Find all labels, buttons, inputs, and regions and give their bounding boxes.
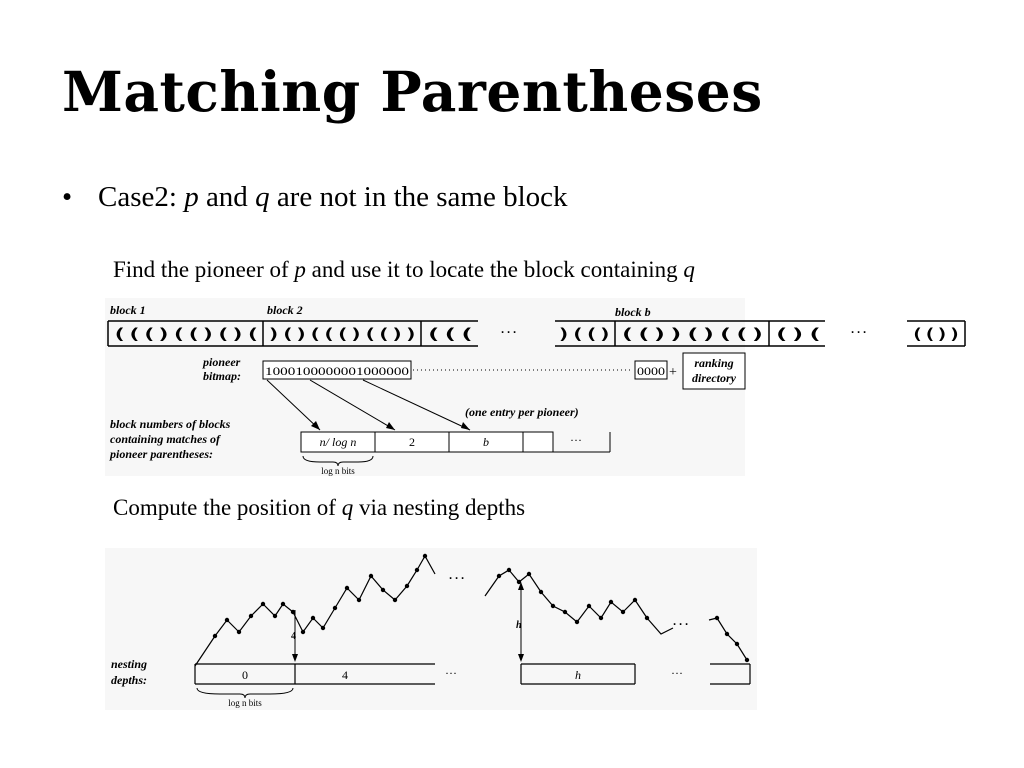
block-numbers-label-1: block numbers of blocks [110,417,231,431]
caption-find-pioneer [113,256,695,284]
caption-nesting-depths [113,494,525,522]
profile-ellipsis-2: · · · [673,617,688,631]
block-1-parens: ((()(()()( [112,325,260,343]
caption1-pre: Find the pioneer of [113,257,295,282]
block-1-label: block 1 [110,303,146,317]
directory-label: directory [692,371,736,385]
block-2-parens: )()((()(()) [267,325,418,343]
caption1-mid: and use it to locate the block containing [305,257,684,282]
marker-4-label: 4 [291,631,296,642]
nesting-depth-figure [105,548,757,710]
pioneer-label-line1: pioneer [203,355,241,369]
depth-cell-4: 4 [342,668,348,682]
block-b-label: block b [615,305,651,319]
block-numbers-label-2: containing matches of [110,432,221,446]
block-last-parens: (()) [911,325,961,343]
pioneer-label-line2: bitmap: [203,369,241,383]
bitmap-plus: + [669,365,677,380]
bitmap-right: 0000 [637,364,665,378]
nesting-label-2: depths: [111,673,147,687]
ranking-label: ranking [694,356,734,370]
cell-ellipsis: ··· [570,433,582,447]
one-entry-note: (one entry per pioneer) [465,405,579,419]
brace-label-1: log n bits [321,466,355,476]
slide-title: Matching Parentheses [62,59,763,124]
bullet-case2 [62,180,568,215]
cell-n-logn: n/ log n [319,435,357,449]
blocks-ellipsis: · · · [501,325,516,339]
bullet-suffix: are not in the same block [269,181,568,213]
depth-cell-h: h [575,668,581,682]
bullet-mid: and [198,181,256,213]
block-2-label: block 2 [267,303,303,317]
block-3-parens: ((( [425,325,475,343]
block-post-b-parens: ()( [773,325,823,343]
depth-cell-0: 0 [242,668,248,682]
bullet-dot: • [62,181,73,213]
caption2-pre: Compute the position of [113,495,342,520]
caption2-post: via nesting depths [353,495,526,520]
bullet-var-p: p [184,181,199,213]
caption2-var-q: q [341,495,354,520]
figure2-background [105,548,757,710]
block-pre-b-parens: )(() [557,325,612,343]
depth-cell-ellipsis-2: ··· [671,666,683,680]
depth-cell-ellipsis-1: ··· [445,666,457,680]
bitmap-left: 1000100000001000000 [265,364,409,378]
caption1-var-p: p [294,257,306,282]
cell-b: b [483,435,489,449]
blocks-ellipsis-2: · · · [851,325,866,339]
block-b-parens: (())()(() [619,325,766,343]
brace-label-2: log n bits [228,698,262,708]
pioneer-figure [105,298,975,476]
profile-ellipsis-1: · · · [449,571,464,585]
cell-2: 2 [409,435,415,449]
caption1-var-q: q [683,257,695,282]
bullet-var-q: q [255,181,270,213]
bullet-prefix: Case2: [98,181,185,213]
nesting-label-1: nesting [111,657,148,671]
block-numbers-label-3: pioneer parentheses: [110,447,213,461]
marker-h-label: h [516,620,522,631]
